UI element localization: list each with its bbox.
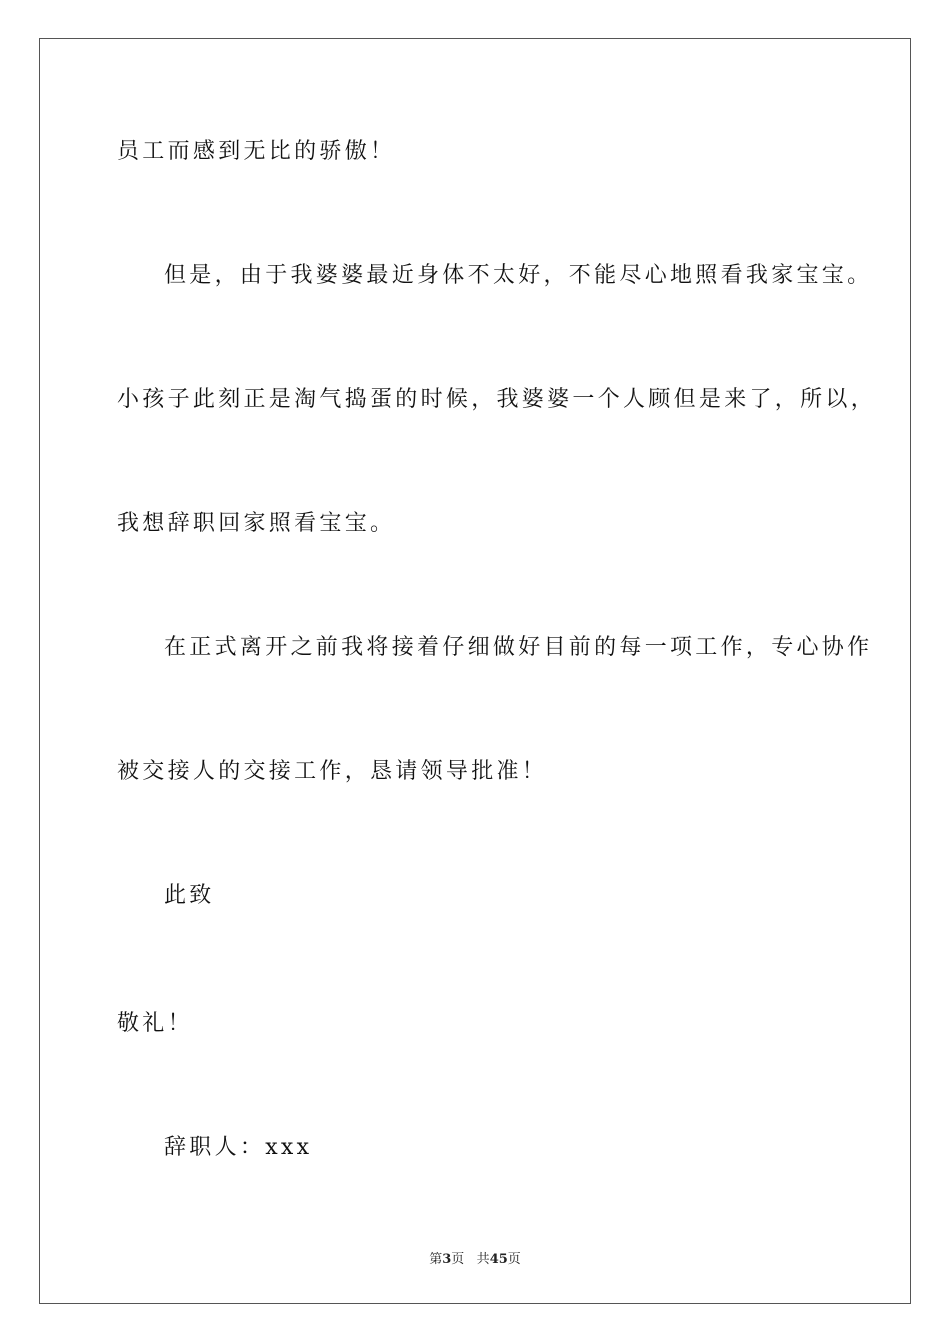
closing-salutation: 此致 (164, 883, 215, 908)
body-line-5: 在正式离开之前我将接着仔细做好目前的每一项工作，专心协作 (164, 635, 873, 660)
total-pages: 45 (489, 1252, 508, 1267)
body-line-6: 被交接人的交接工作，恳请领导批准！ (117, 759, 548, 784)
body-line-4: 我想辞职回家照看宝宝。 (117, 511, 396, 536)
body-line-1: 员工而感到无比的骄傲！ (117, 139, 396, 164)
page-number: 3 (442, 1252, 452, 1267)
page-border (39, 38, 911, 1304)
page-prefix: 第 (429, 1252, 443, 1267)
total-suffix: 页 (507, 1252, 521, 1267)
closing-regards: 敬礼！ (117, 1011, 193, 1036)
body-line-3: 小孩子此刻正是淘气捣蛋的时候，我婆婆一个人顾但是来了，所以， (117, 387, 877, 412)
page-suffix: 页 (451, 1252, 465, 1267)
body-line-2: 但是，由于我婆婆最近身体不太好，不能尽心地照看我家宝宝。 (164, 263, 873, 288)
total-prefix: 共 (476, 1252, 490, 1267)
signature-line: 辞职人：xxx (164, 1135, 313, 1160)
page-footer (0, 1248, 950, 1267)
